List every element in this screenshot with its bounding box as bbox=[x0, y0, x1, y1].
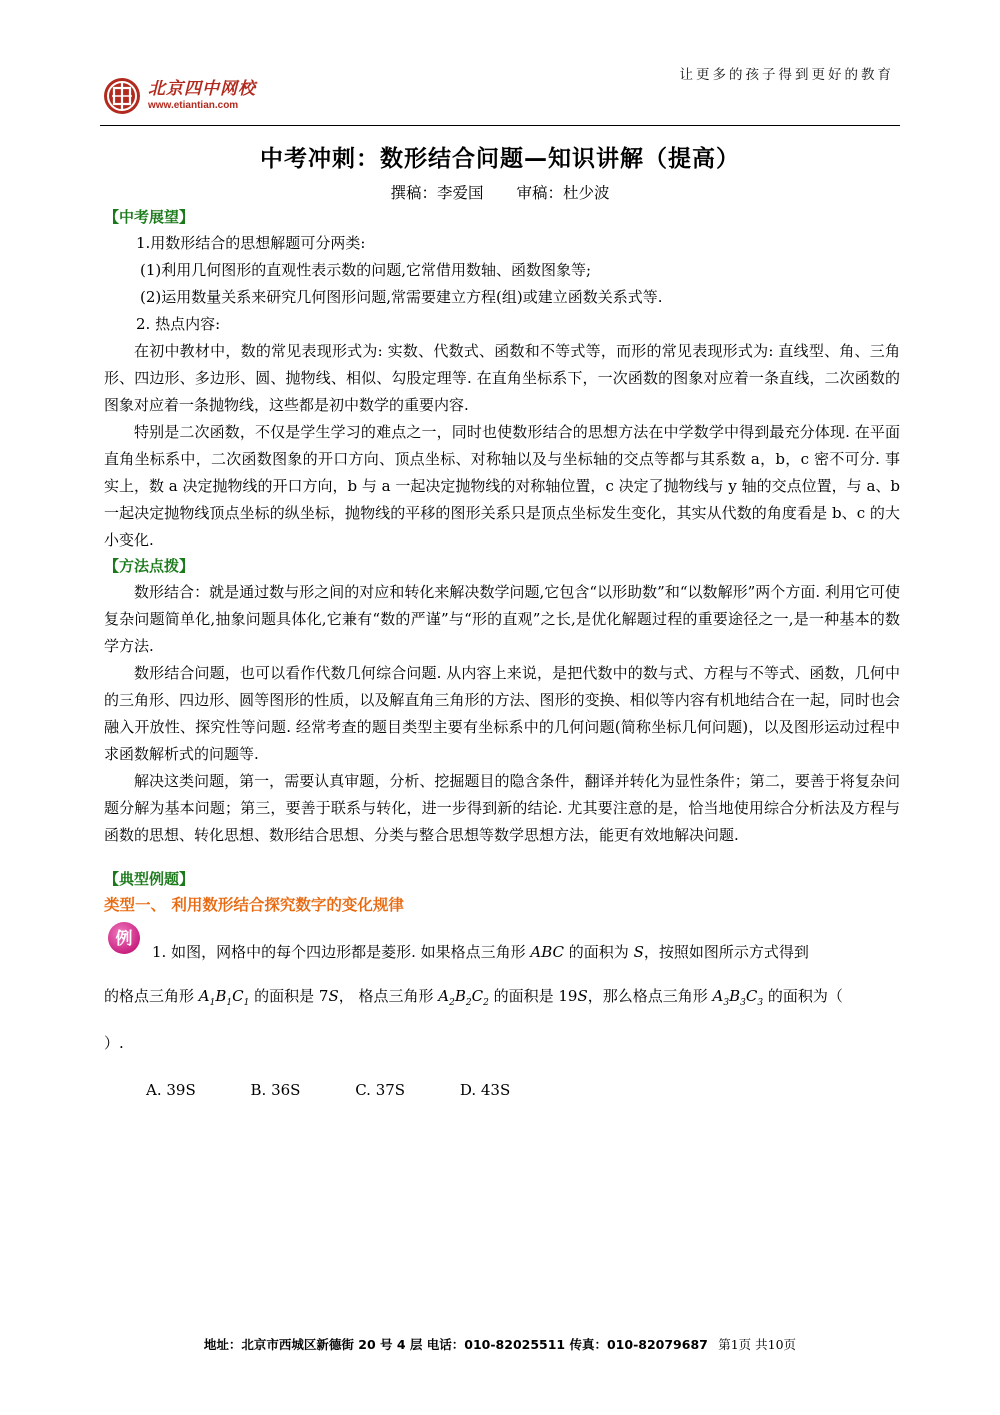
method-paragraph-3: 解决这类问题，第一，需要认真审题，分析、挖掘题目的隐含条件，翻译并转化为显性条件；第二，要善于将复杂问题分解为基本问题；第三，要善于联系与转化，进一步得到新的结论. 尤其要注意的是，恰当地使用综合分析法及方程与函数的思想、转化思想、数形结合思想、分类与整合思想等数学思想方法，能更有效地解决问题. bbox=[104, 772, 900, 844]
reviewer: 审稿：杜少波 bbox=[516, 184, 610, 202]
choice-a[interactable]: A. 39S bbox=[146, 1081, 196, 1099]
method-paragraph-2: 数形结合问题，也可以看作代数几何综合问题. 从内容上来说，是把代数中的数与式、方程与不等式、函数，几何中的三角形、四边形、圆等图形的性质，以及解直角三角形的方法、图形的变换、相似等内容有机地结合在一起，同时也会融入开放性、探究性等问题. 经常考查的题目类型主要有坐标系中的几何问题(简称坐标几何问题)，以及图形运动过程中求函数解析式的问题等. bbox=[104, 664, 900, 763]
example-1 bbox=[104, 922, 900, 1104]
page-title: 中考冲刺：数形结合问题—知识讲解（提高） bbox=[260, 146, 740, 172]
logo-url: www.etiantian.com bbox=[148, 100, 239, 111]
section-heading-examples: 【典型例题】 bbox=[104, 870, 195, 888]
authors-line bbox=[0, 181, 1000, 203]
method-paragraph-1: 数形结合：就是通过数与形之间的对应和转化来解决数学问题,它包含“以形助数”和“以数解形”两个方面. 利用它可使复杂问题简单化,抽象问题具体化,它兼有“数的严谨”与“形的直观”之长,是优化解题过程的重要途径之一,是一种基本的数学方法. bbox=[104, 583, 900, 655]
logo bbox=[102, 74, 292, 120]
example-badge-label: 例 bbox=[115, 929, 133, 949]
example-badge-icon bbox=[106, 920, 142, 956]
section-heading-outlook: 【中考展望】 bbox=[104, 208, 195, 226]
answer-choices bbox=[104, 1077, 900, 1104]
page-header bbox=[100, 58, 900, 128]
example-question-line-1: 1. 如图，网格中的每个四边形都是菱形. 如果格点三角形 ABC 的面积为 S，按照如图所示方式得到 bbox=[152, 943, 809, 961]
main-content bbox=[104, 205, 900, 1104]
outlook-line-1: 1.用数形结合的思想解题可分两类: bbox=[136, 234, 366, 252]
header-slogan: 让更多的孩子得到更好的教育 bbox=[679, 67, 894, 83]
header-divider bbox=[100, 125, 900, 126]
outlook-paragraph-2: 特别是二次函数，不仅是学生学习的难点之一，同时也使数形结合的思想方法在中学数学中得到最充分体现. 在平面直角坐标系中，二次函数图象的开口方向、顶点坐标、对称轴以及与坐标轴的交点等都与其系数 a，b，c 密不可分. 事实上，数 a 决定抛物线的开口方向，b 与 a 一起决定抛物线的对称轴位置，c 决定了抛物线与 y 轴的交点位置，与 a、b 一起决定抛物线顶点坐标的纵坐标，抛物线的平移的图形关系只是顶点坐标发生变化，其实从代数的角度看是 b、c 的大小变化. bbox=[104, 423, 900, 549]
page-footer bbox=[0, 1335, 1000, 1353]
choice-d[interactable]: D. 43S bbox=[459, 1081, 511, 1099]
outlook-line-3: (2)运用数量关系来研究几何图形问题,常需要建立方程(组)或建立函数关系式等. bbox=[140, 288, 663, 306]
outlook-line-2: (1)利用几何图形的直观性表示数的问题,它常借用数轴、函数图象等; bbox=[140, 261, 592, 279]
logo-name: 北京四中网校 bbox=[148, 79, 256, 99]
type-heading: 类型一、 利用数形结合探究数字的变化规律 bbox=[104, 896, 404, 914]
footer-page-number: 第1页 共10页 bbox=[718, 1337, 797, 1352]
footer-contact: 地址：北京市西城区新德街 20 号 4 层 电话：010-82025511 传真：010-82079687 bbox=[203, 1337, 708, 1352]
outlook-paragraph-1: 在初中教材中，数的常见表现形式为: 实数、代数式、函数和不等式等，而形的常见表现形式为: 直线型、角、三角形、四边形、多边形、圆、抛物线、相似、勾股定理等. 在直角坐标系下，一次函数的图象对应着一条直线，二次函数的图象对应着一条抛物线，这些都是初中数学的重要内容. bbox=[104, 342, 900, 414]
choice-b[interactable]: B. 36S bbox=[250, 1081, 301, 1099]
example-question-line-3: ）. bbox=[104, 1034, 124, 1052]
writer: 撰稿：李爱国 bbox=[390, 184, 484, 202]
logo-emblem-icon bbox=[102, 76, 142, 116]
example-question-line-2: 的格点三角形 $A_1B_1C_1$ 的面积是 7S， 格点三角形 $A_2B_2C_2$ 的面积是 19S，那么格点三角形 $A_3B_3C_3$ 的面积为（ bbox=[104, 987, 843, 1008]
outlook-line-4: 2. 热点内容: bbox=[136, 315, 221, 333]
choice-c[interactable]: C. 37S bbox=[355, 1081, 406, 1099]
section-heading-method: 【方法点拨】 bbox=[104, 557, 195, 575]
